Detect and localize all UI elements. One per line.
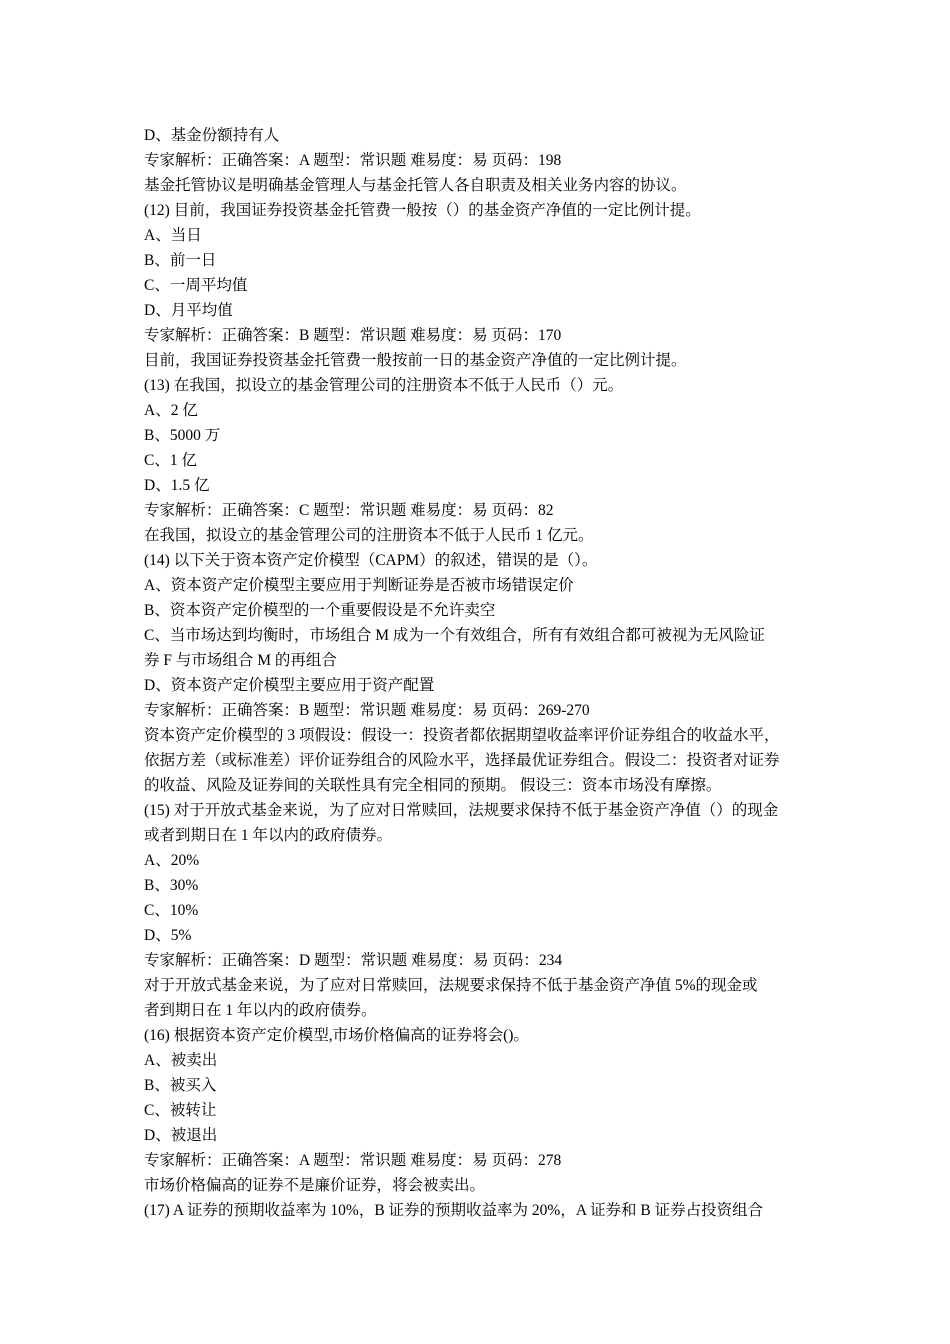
option-line: D、被退出 — [144, 1127, 218, 1144]
option-line: A、当日 — [144, 227, 202, 244]
explanation-text: 市场价格偏高的证券不是廉价证券，将会被卖出。 — [144, 1177, 486, 1194]
answer-analysis: 专家解析：正确答案：D 题型：常识题 难易度：易 页码：234 — [144, 952, 563, 969]
explanation-text: 资本资产定价模型的 3 项假设：假设一：投资者都依据期望收益率评价证券组合的收益水平， — [144, 727, 780, 744]
option-line: A、被卖出 — [144, 1052, 218, 1069]
option-line: B、30% — [144, 877, 199, 894]
option-line: C、10% — [144, 902, 199, 919]
explanation-text: 在我国，拟设立的基金管理公司的注册资本不低于人民币 1 亿元。 — [144, 527, 594, 544]
explanation-text: 的收益、风险及证券间的关联性具有完全相同的预期。 假设三：资本市场没有摩擦。 — [144, 777, 722, 794]
explanation-text: 目前，我国证券投资基金托管费一般按前一日的基金资产净值的一定比例计提。 — [144, 352, 687, 369]
question-13: (13) 在我国，拟设立的基金管理公司的注册资本不低于人民币（）元。 — [144, 377, 624, 394]
option-line: C、当市场达到均衡时，市场组合 M 成为一个有效组合，所有有效组合都可被视为无风险证 — [144, 627, 765, 644]
option-line: D、资本资产定价模型主要应用于资产配置 — [144, 677, 435, 694]
option-line: C、1 亿 — [144, 452, 197, 469]
question-15: (15) 对于开放式基金来说，为了应对日常赎回，法规要求保持不低于基金资产净值（）的现金 — [144, 802, 779, 819]
option-line: A、2 亿 — [144, 402, 198, 419]
option-line: C、一周平均值 — [144, 277, 248, 294]
question-15-continued: 或者到期日在 1 年以内的政府债券。 — [144, 827, 393, 844]
option-line: B、前一日 — [144, 252, 217, 269]
explanation-text: 对于开放式基金来说，为了应对日常赎回，法规要求保持不低于基金资产净值 5%的现金或 — [144, 977, 758, 994]
explanation-text: 依据方差（或标准差）评价证券组合的风险水平，选择最优证券组合。假设二：投资者对证券 — [144, 752, 780, 769]
option-line: B、资本资产定价模型的一个重要假设是不允许卖空 — [144, 602, 496, 619]
option-line: D、5% — [144, 927, 192, 944]
option-line: A、资本资产定价模型主要应用于判断证券是否被市场错误定价 — [144, 577, 574, 594]
question-12: (12) 目前，我国证券投资基金托管费一般按（）的基金资产净值的一定比例计提。 — [144, 202, 701, 219]
answer-analysis: 专家解析：正确答案：A 题型：常识题 难易度：易 页码：278 — [144, 1152, 562, 1169]
question-16: (16) 根据资本资产定价模型,市场价格偏高的证券将会()。 — [144, 1027, 529, 1044]
document-page — [144, 123, 814, 1223]
answer-analysis: 专家解析：正确答案：B 题型：常识题 难易度：易 页码：269-270 — [144, 702, 590, 719]
option-line: C、被转让 — [144, 1102, 217, 1119]
option-line-continued: 券 F 与市场组合 M 的再组合 — [144, 652, 337, 669]
explanation-text: 基金托管协议是明确基金管理人与基金托管人各自职责及相关业务内容的协议。 — [144, 177, 687, 194]
option-line: A、20% — [144, 852, 200, 869]
answer-analysis: 专家解析：正确答案：C 题型：常识题 难易度：易 页码：82 — [144, 502, 554, 519]
option-line: D、1.5 亿 — [144, 477, 210, 494]
question-14: (14) 以下关于资本资产定价模型（CAPM）的叙述，错误的是（）。 — [144, 552, 598, 569]
option-line: B、被买入 — [144, 1077, 217, 1094]
option-line: D、月平均值 — [144, 302, 233, 319]
option-line: D、基金份额持有人 — [144, 127, 280, 144]
answer-analysis: 专家解析：正确答案：B 题型：常识题 难易度：易 页码：170 — [144, 327, 562, 344]
option-line: B、5000 万 — [144, 427, 221, 444]
explanation-text: 者到期日在 1 年以内的政府债券。 — [144, 1002, 377, 1019]
answer-analysis: 专家解析：正确答案：A 题型：常识题 难易度：易 页码：198 — [144, 152, 562, 169]
question-17: (17) A 证券的预期收益率为 10%，B 证券的预期收益率为 20%，A 证券和 B 证券占投资组合 — [144, 1202, 764, 1219]
